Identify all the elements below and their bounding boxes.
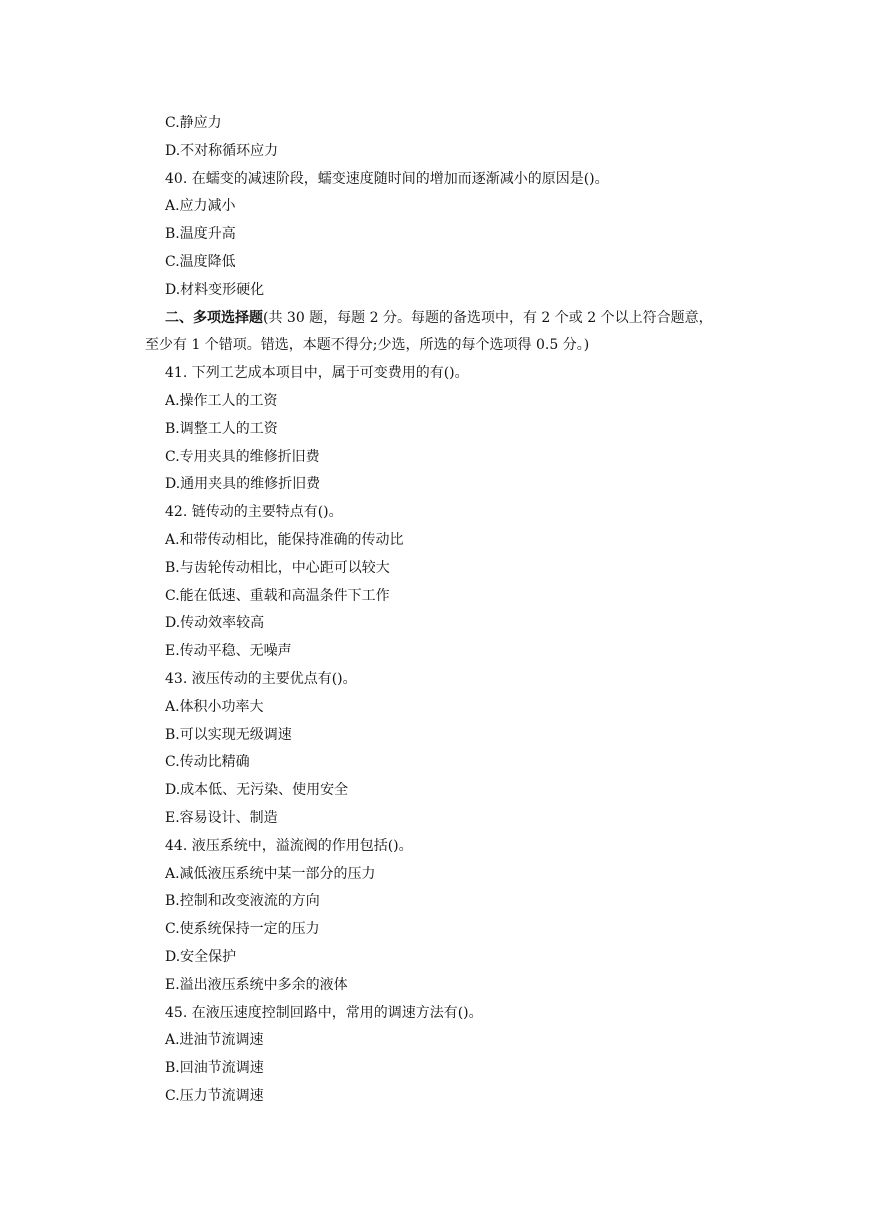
question-text-line: D.成本低、无污染、使用安全 bbox=[165, 782, 349, 799]
question-text-line: A.减低液压系统中某一部分的压力 bbox=[165, 865, 376, 882]
question-text-line: 40. 在蠕变的减速阶段，蠕变速度随时间的增加而逐渐减小的原因是()。 bbox=[165, 170, 609, 187]
question-text-line: D.通用夹具的维修折旧费 bbox=[165, 476, 321, 493]
question-text-line: E.溢出液压系统中多余的液体 bbox=[165, 976, 348, 993]
question-text-line: A.和带传动相比，能保持准确的传动比 bbox=[165, 531, 404, 548]
question-text-line: E.传动平稳、无噪声 bbox=[165, 643, 292, 660]
question-text-line: C.专用夹具的维修折旧费 bbox=[165, 448, 320, 465]
question-text-line: C.传动比精确 bbox=[165, 754, 250, 771]
question-text-line: C.使系统保持一定的压力 bbox=[165, 921, 320, 938]
question-text-line: A.进油节流调速 bbox=[165, 1032, 264, 1049]
question-text-line: B.控制和改变液流的方向 bbox=[165, 893, 320, 910]
question-text-line: C.静应力 bbox=[165, 115, 222, 131]
question-text-line: 41. 下列工艺成本项目中，属于可变费用的有()。 bbox=[165, 365, 469, 382]
question-40-block bbox=[165, 110, 745, 305]
question-text-line: D.不对称循环应力 bbox=[165, 142, 279, 159]
question-text-line: B.与齿轮传动相比，中心距可以较大 bbox=[165, 559, 390, 576]
question-text-line: 44. 液压系统中，溢流阀的作用包括()。 bbox=[165, 837, 413, 854]
section-heading bbox=[145, 305, 745, 361]
question-text-line: A.体积小功率大 bbox=[165, 698, 264, 715]
question-text-line: A.应力减小 bbox=[165, 198, 236, 215]
question-text-line: A.操作工人的工资 bbox=[165, 392, 278, 409]
questions-41-45-block bbox=[165, 360, 745, 1111]
question-text-line: B.温度升高 bbox=[165, 226, 236, 243]
question-text-line: D.传动效率较高 bbox=[165, 615, 265, 632]
section-instructions-line2: 至少有 1 个错项。错选，本题不得分;少选，所选的每个选项得 0.5 分。) bbox=[145, 337, 590, 354]
question-text-line: C.能在低速、重载和高温条件下工作 bbox=[165, 587, 390, 604]
question-text-line: D.安全保护 bbox=[165, 948, 237, 965]
question-text-line: B.调整工人的工资 bbox=[165, 420, 278, 437]
question-text-line: C.温度降低 bbox=[165, 253, 236, 270]
question-text-line: B.回油节流调速 bbox=[165, 1060, 264, 1077]
question-text-line: E.容易设计、制造 bbox=[165, 809, 278, 826]
question-text-line: 42. 链传动的主要特点有()。 bbox=[165, 504, 343, 521]
question-text-line: D.材料变形硬化 bbox=[165, 281, 265, 298]
question-text-line: B.可以实现无级调速 bbox=[165, 726, 292, 743]
question-text-line: 43. 液压传动的主要优点有()。 bbox=[165, 670, 357, 687]
document-body bbox=[145, 110, 745, 1111]
section-instructions-line1: (共 30 题，每题 2 分。每题的备选项中，有 2 个或 2 个以上符合题意， bbox=[263, 309, 713, 326]
question-text-line: 45. 在液压速度控制回路中，常用的调速方法有()。 bbox=[165, 1004, 483, 1021]
section-title: 二、多项选择题 bbox=[165, 309, 263, 326]
question-text-line: C.压力节流调速 bbox=[165, 1087, 264, 1104]
